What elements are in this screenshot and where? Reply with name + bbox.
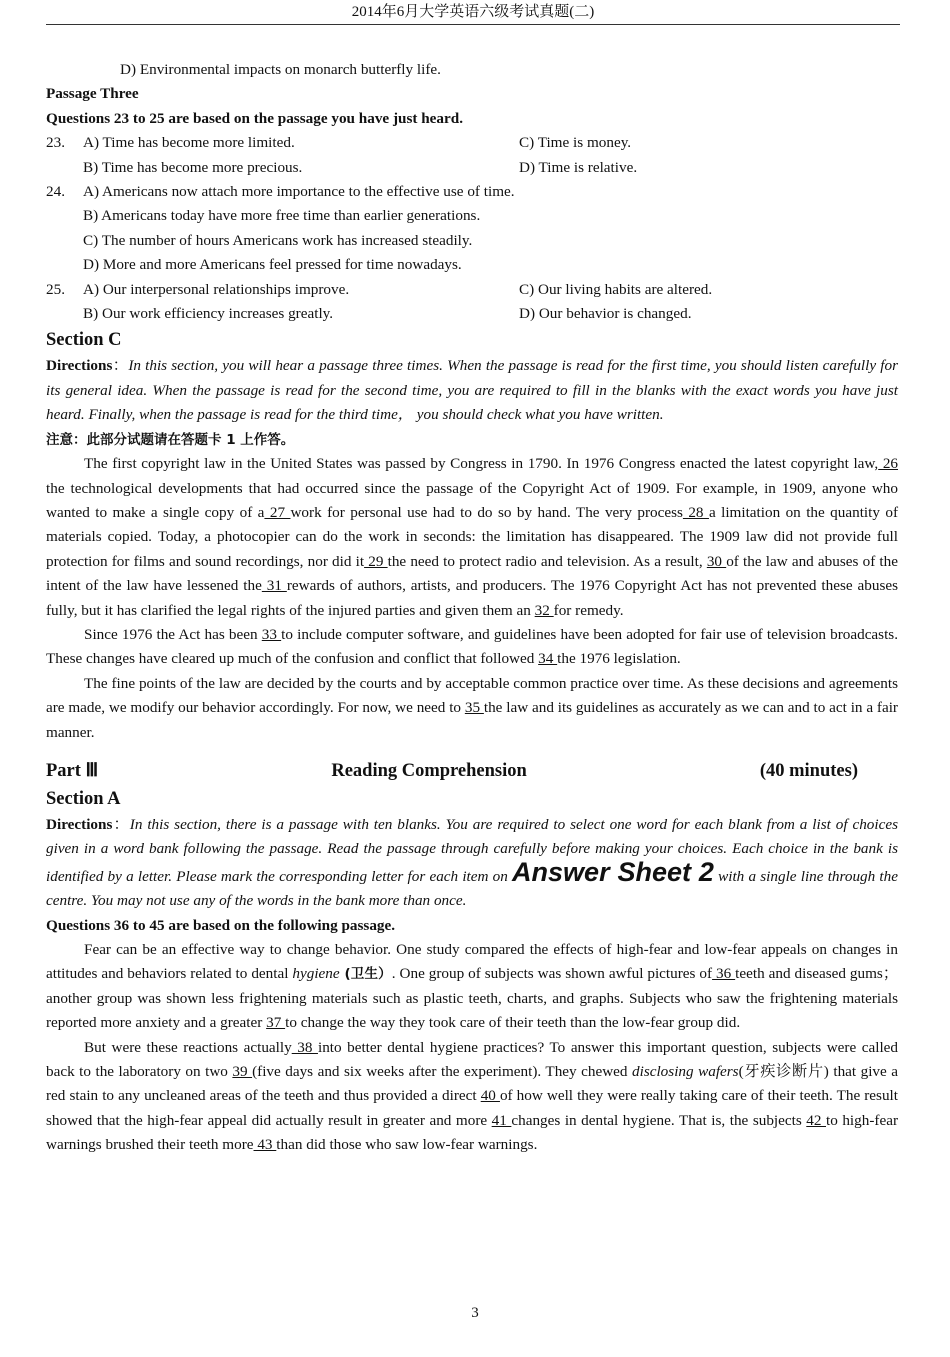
q24-option-a: A) Americans now attach more importance to the effective use of time. <box>83 183 515 201</box>
q25-row-1 <box>46 278 898 302</box>
blank-37: 37 <box>266 1014 286 1032</box>
blank-41: 41 <box>491 1111 512 1129</box>
dictation-paragraph-2: Since 1976 the Act has been 33 to include computer software, and guidelines have been adopted for fair use of television broadcasts. These changes have cleared up much of the confusion and conflict that followed 34 the 1976 legislation. <box>46 625 899 668</box>
answer-sheet-note: 注意：此部分试题请在答题卡 1 上作答。 <box>46 431 295 448</box>
q23-option-c: C) Time is money. <box>519 134 632 152</box>
blank-43: 43 <box>253 1136 277 1154</box>
page-header: 2014年6月大学英语六级考试真题(二) <box>46 0 900 25</box>
q24-row-1 <box>46 180 898 204</box>
blank-31: 31 <box>261 577 287 595</box>
blank-35: 35 <box>464 699 484 717</box>
part-time: (40 minutes) <box>759 760 858 781</box>
blank-30: 30 <box>706 552 727 570</box>
q24-option-c: C) The number of hours Americans work has increased steadily. <box>83 231 473 249</box>
q25-option-a: A) Our interpersonal relationships improve. <box>83 280 350 298</box>
q23-option-d: D) Time is relative. <box>519 158 638 176</box>
part-title: Reading Comprehension <box>331 760 527 781</box>
term-disclosing-wafers: disclosing wafers <box>632 1063 739 1081</box>
directions-text: In this section, you will hear a passage three times. When the passage is read for the first time, you should listen carefully for its general idea. When the passage is read for the second time, you are required to fill in the blanks with the exact words you have just heard. Finally, when the passage is read for the third time， you should check what you have written. <box>46 357 899 424</box>
q24-number: 24. <box>46 183 65 201</box>
passage-three-instruction: Questions 23 to 25 are based on the passage you have just heard. <box>46 109 463 127</box>
q25-row-2 <box>46 302 898 326</box>
q24-option-d: D) More and more Americans feel pressed for time nowadays. <box>83 256 462 274</box>
prev-option-d: D) Environmental impacts on monarch butterfly life. <box>120 61 441 78</box>
directions-label: Directions <box>46 815 113 833</box>
q25-option-b: B) Our work efficiency increases greatly. <box>83 305 334 323</box>
part-three-heading <box>46 757 898 785</box>
q23-row-2 <box>46 156 898 180</box>
q23-option-a: A) Time has become more limited. <box>83 134 295 152</box>
q25-option-c: C) Our living habits are altered. <box>519 280 713 298</box>
q24-option-b: B) Americans today have more free time than earlier generations. <box>83 207 481 225</box>
blank-29: 29 <box>364 552 388 570</box>
page-content <box>46 58 898 1158</box>
reading-paragraph-2: But were these reactions actually 38 into better dental hygiene practices? To answer this important question, subjects were called back to the laboratory on two 39 (five days and six weeks after the experiment). They chewed disclosing wafers(牙疾诊断片) that give a red stain to any uncleaned areas of the teeth and thus provided a direct 40 of how well they were really taking care of their teeth. The result showed that the high-fear appeal did actually result in greater and more 41 changes in dental hygiene. That is, the subjects 42 to high-fear warnings brushed their teeth more 43 than did those who saw low-fear warnings. <box>46 1038 899 1154</box>
answer-sheet-label: Answer Sheet 2 <box>512 856 714 887</box>
section-c-directions: Directions：In this section, you will hear a passage three times. When the passage is read for the first time, you should listen carefully for its general idea. When the passage is read for the second time, you are required to fill in the blanks with the exact words you have just heard. Finally, when the passage is read for the third time， you should check what you have written. <box>46 357 899 424</box>
passage-three-title: Passage Three <box>46 85 139 103</box>
q25-number: 25. <box>46 280 65 298</box>
section-c-title: Section C <box>46 330 122 351</box>
section-a-directions: Directions：In this section, there is a passage with ten blanks. You are required to select one word for each blank from a list of choices given in a word bank following the passage. Read the passage through carefully before making your choices. Each choice in the bank is identified by a letter. Please mark the corresponding letter for each item on Answer Sheet 2 with a single line through the centre. You may not use any of the words in the bank more than once. <box>46 815 899 910</box>
q23-number: 23. <box>46 134 65 152</box>
blank-42: 42 <box>806 1111 826 1129</box>
blank-26: 26 <box>878 455 899 473</box>
blank-39: 39 <box>232 1063 253 1081</box>
blank-38: 38 <box>291 1038 318 1056</box>
q25-option-d: D) Our behavior is changed. <box>519 305 692 323</box>
term-hygiene: hygiene <box>292 965 340 983</box>
page-number: 3 <box>471 1305 479 1321</box>
dictation-paragraph-1: The first copyright law in the United States was passed by Congress in 1790. In 1976 Congress enacted the latest copyright law, 26 the technological developments that had occurred since the passage of the Copyright Act of 1909. For example, in 1909, anyone who wanted to make a single copy of a 27 work for personal use had to do so by hand. The very process 28 a limitation on the quantity of materials copied. Today, a photocopier can do the work in seconds: the limitation has disappeared. The 1909 law did not provide full protection for films and sound recordings, nor did it 29 the need to protect radio and television. As a result, 30 of the law and abuses of the intent of the law have lessened the 31 rewards of authors, artists, and producers. The 1976 Copyright Act has not prevented these abuses fully, but it has clarified the legal rights of the injured parties and given them an 32 for remedy. <box>46 455 899 619</box>
blank-32: 32 <box>534 601 554 619</box>
blank-36: 36 <box>712 965 736 983</box>
blank-28: 28 <box>682 503 709 521</box>
blank-40: 40 <box>480 1087 500 1105</box>
section-a-title: Section A <box>46 788 121 809</box>
reading-paragraph-1: Fear can be an effective way to change behavior. One study compared the effects of high-fear and low-fear appeals on changes in attitudes and behaviors related to dental hygiene (卫生）. One group of subjects was shown awful pictures of 36 teeth and diseased gums； another group was shown less frightening materials such as plastic teeth, charts, and graphs. Subjects who saw the frightening materials reported more anxiety and a greater 37 to change the way they took care of their teeth than the low-fear group did. <box>46 941 899 1032</box>
blank-33: 33 <box>261 625 282 643</box>
blank-34: 34 <box>538 650 558 668</box>
dictation-paragraph-3: The fine points of the law are decided by the courts and by acceptable common practice over time. As these decisions and agreements are made, we modify our behavior accordingly. For now, we need to 35 the law and its guidelines as accurately as we can and to act in a fair manner. <box>46 674 898 741</box>
q23-row-1 <box>46 131 898 155</box>
blank-27: 27 <box>264 503 291 521</box>
q23-option-b: B) Time has become more precious. <box>83 158 303 176</box>
section-a-instruction: Questions 36 to 45 are based on the following passage. <box>46 916 396 934</box>
part-number: Part Ⅲ <box>46 760 99 781</box>
directions-label: Directions <box>46 357 113 375</box>
